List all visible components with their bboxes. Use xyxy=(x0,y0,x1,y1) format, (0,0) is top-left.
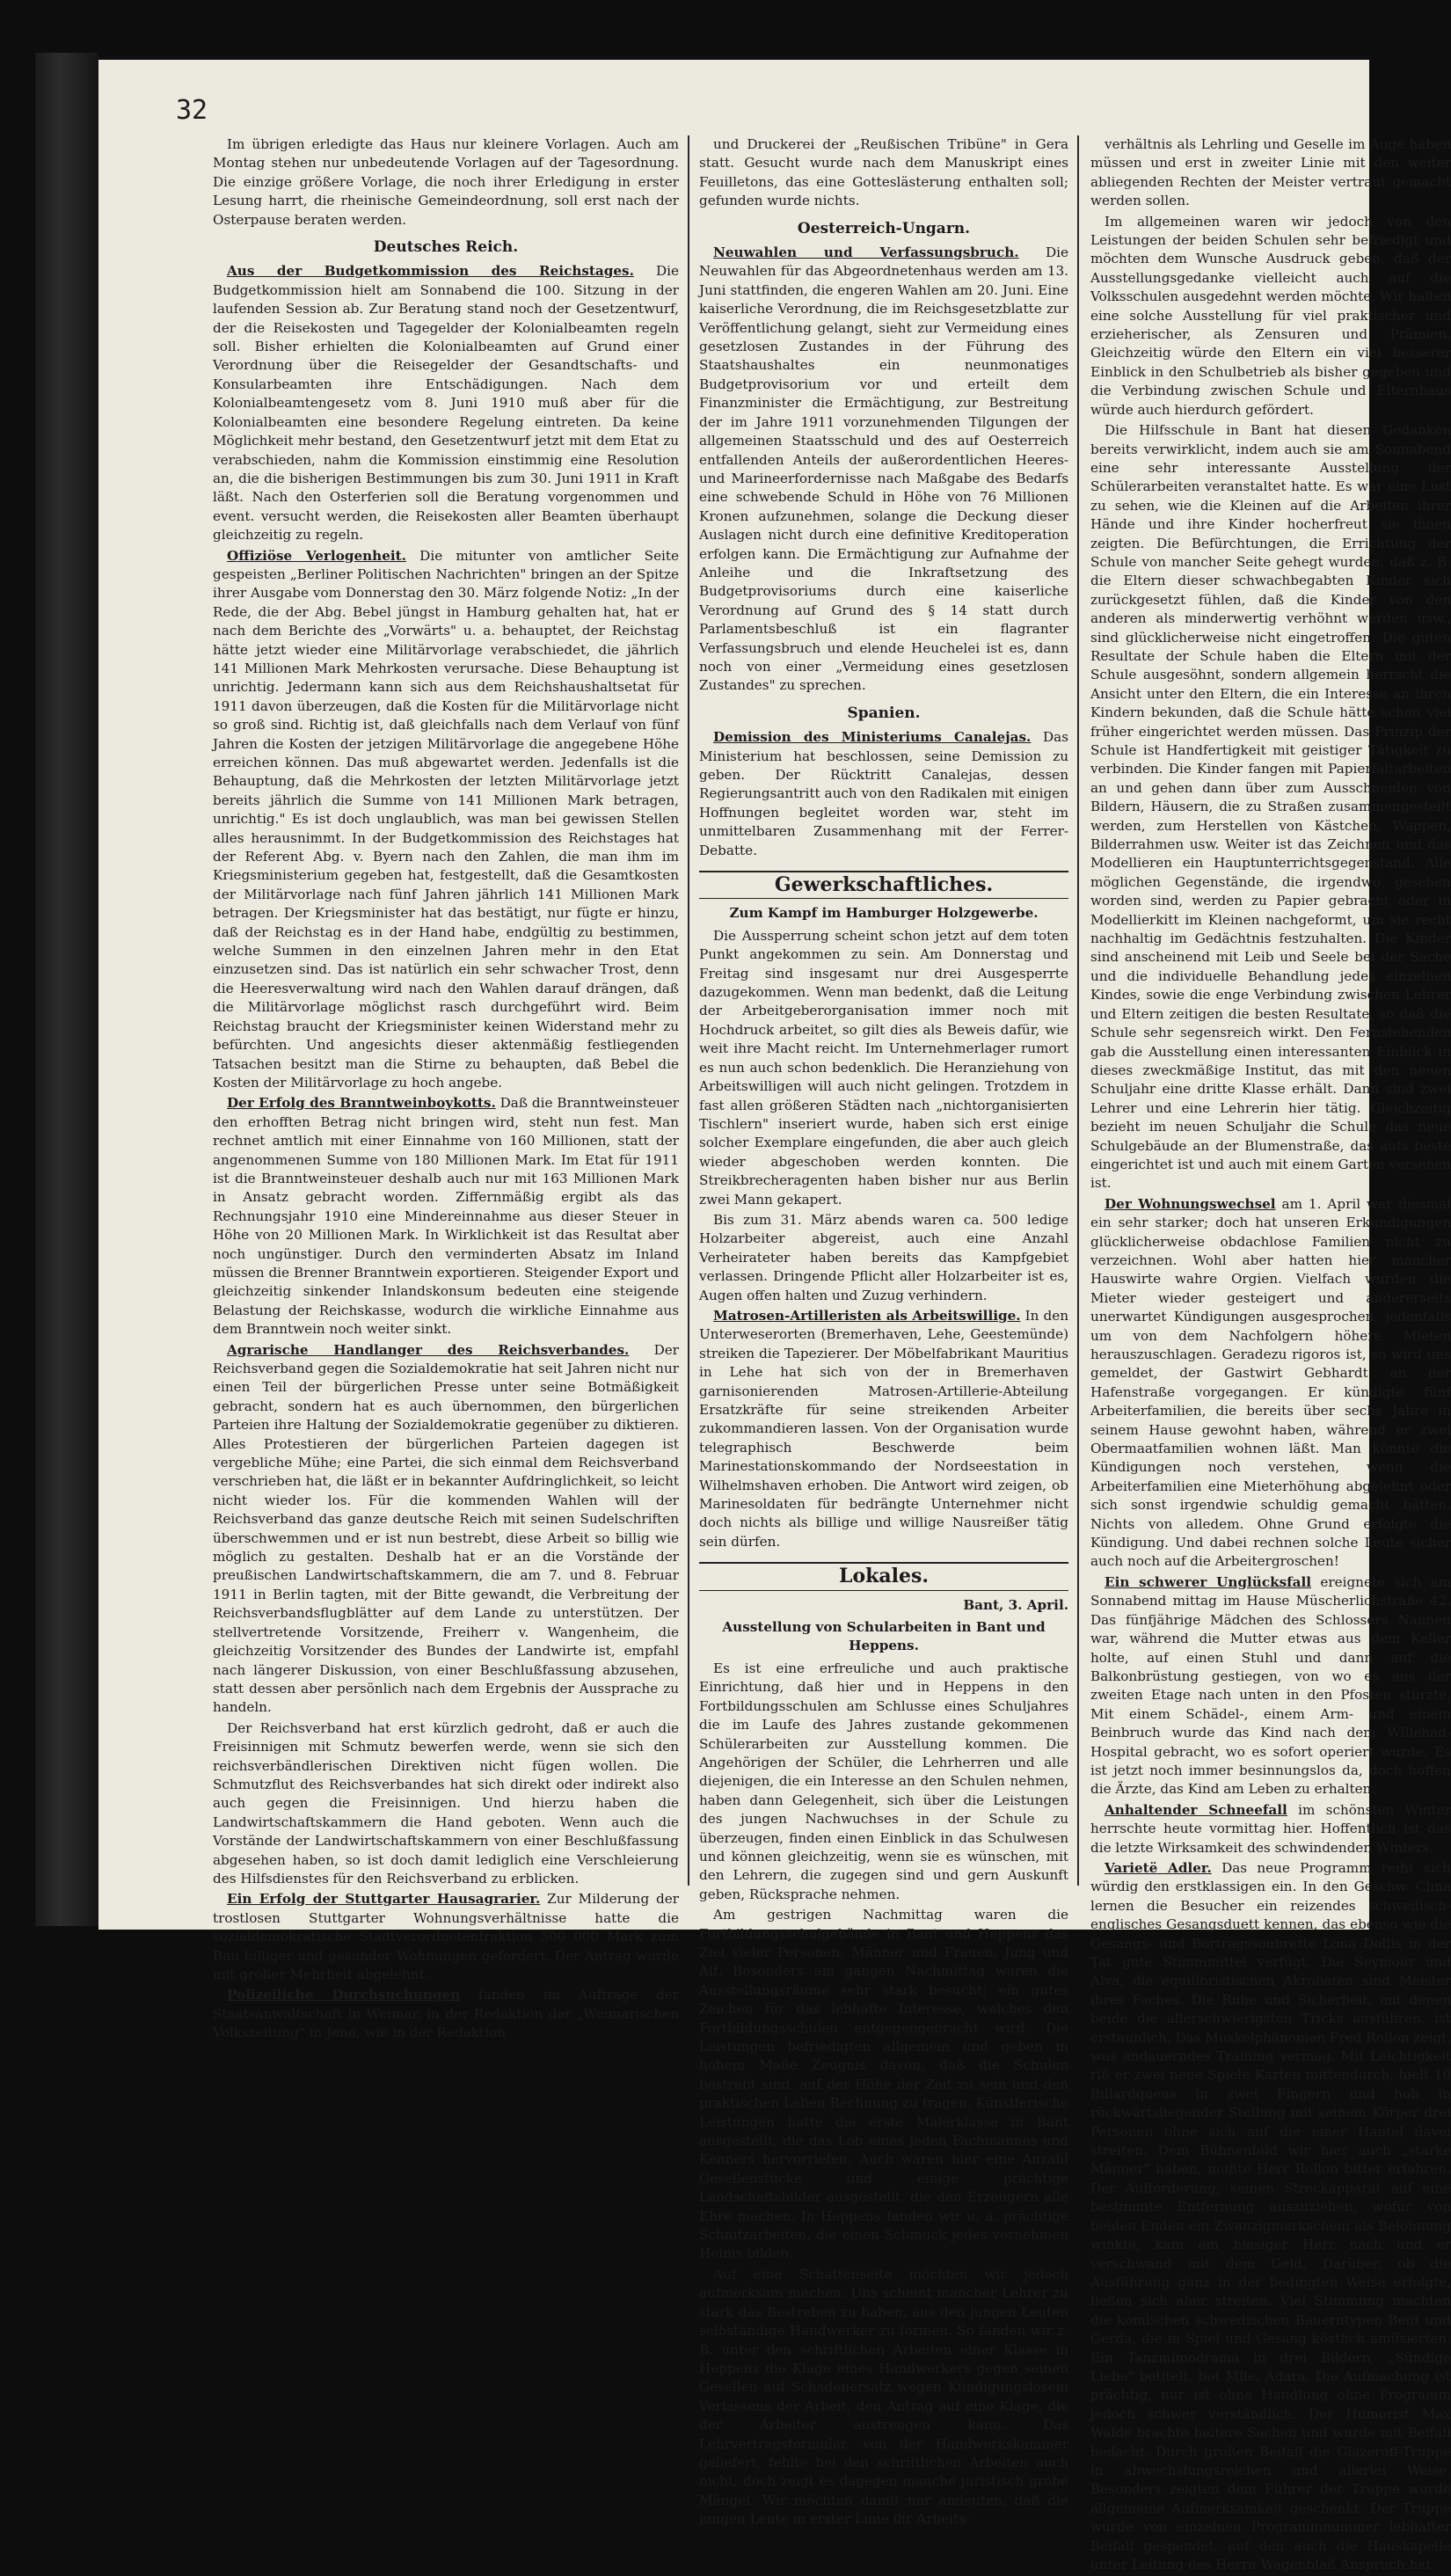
article-agrarische xyxy=(213,1341,679,1718)
article-body: Daß die Branntweinsteuer den erhofften Betrag nicht bringen wird, steht nun fest. Man rechnet amtlich mit einer Einnahme von 160 Millionen, statt der angenommenen Summe von 180 Millionen Mark. Im Etat für 1911 ist die Branntweinsteuer deshalb auch nur mit 163 Millionen Mark in Ansatz gebracht worden. Ziffernmäßig ergibt als das Rechnungsjahr 1910 eine Mindereinnahme aus dieser Steuer in Höhe von 20 Millionen Mark. In Wirklichkeit ist das Resultat aber noch ungünstiger. Durch den verminderten Absatz im Inland müssen die Brenner Branntwein exportieren. Steigender Export und gleichzeitig sinkender Inlandskonsum bedeuten eine steigende Belastung der Reichskasse, wodurch die wirkliche Einnahme aus dem Branntwein noch weiter sinkt. xyxy=(213,1095,680,1338)
column-3 xyxy=(1090,135,1451,2576)
article-branntwein xyxy=(213,1094,679,1339)
page-number: 32 xyxy=(176,95,208,126)
book-spine xyxy=(35,53,98,1926)
subheading-hamburg: Zum Kampf im Hamburger Holzgewerbe. xyxy=(729,905,1039,922)
article-lead: Anhaltender Schneefall xyxy=(1105,1801,1287,1818)
column-1 xyxy=(213,135,679,2045)
article-budgetkommission xyxy=(213,262,679,544)
column-divider xyxy=(1077,135,1079,1886)
section-heading-lokales: Lokales. xyxy=(699,1562,1068,1590)
article-body: In den Unterweserorten (Bremerhaven, Lehe, Geestemünde) streiken die Tapezierer. Der Möbelfabrikant Mauritius in Lehe hat sich von der in Bremerhaven garnisonierenden Matrosen-Artillerie-Abteilung Ersatzkräfte für seine streikenden Arbeiter zukommandieren lassen. Von der Organisation wurde telegraphisch Beschwerde beim Marinestationskommando der Nordseestation in Wilhelmshaven erhoben. Die Antwort wird zeigen, ob Marinesoldaten für bedrängte Unternehmer nicht doch nichts als billige und willige Nausreißer tätig sein dürfen. xyxy=(699,1307,1068,1550)
article-ungluecksfall xyxy=(1090,1573,1451,1799)
article-stuttgart xyxy=(213,1890,679,1984)
intro-paragraph: und Druckerei der „Reußischen Tribüne" in Gera statt. Gesucht wurde nach dem Manuskript eines Feuilletons, das eine Gotteslästerung enthalten soll; gefunden wurde nichts. xyxy=(699,136,1068,209)
article-body: Das neue Programm reiht sich würdig den erstklassigen ein. In den Geschw. Clina lernen die Besucher ein reizendes schwedisch-englisches Gesangsduett kennen, das ebenso wie die Gesangs- und Bortragssoubrette Lona Dollis in der Tat gute Stimmmittel verfügt. Die Seymour und Alva, die equilibristischen Akrobaten sind Meister ihres Faches. Die Ruhe und Sicherheit, mit denen beide die allerschwierigsten Tricks ausführen, ist erstaunlich. Das Muskelphänomen Fred Rollon zeigt, was andauerndes Training vermag. Mit Leichtigkeit riß er zwei neue Spiele Karten mittendurch, hielt 10 Billardqueus in zwei Fingern und hob in rückwärtsliegender Stellung mit seinem Körper drei Personen ohne sich auf die einer Hantel davei streiten. Dem Bühnenbild wir hier auch „starke Männer" haben, mußte Herr Rollon bitter erfahren. Der Aufforderung, seinen Streckapparat auf eine bestimmte Entfernung auszuziehen, wofür von beiden Enden ein Zwanzigmarkschein als Belohnung winkte, kam ein hiesiger Herr nach und er verschwand mit dem Geld. Darüber, ob die Ausführung ganz in der bedingten Weise erfolgte, ließen sich aber streiten. Viel Stimmung machten die komischen schwedischen Bauerntypen Bent und Gerda, die in Spiel und Gesang köstlich amüsierten. Ein Tanzmimodrama in drei Bildern, „Sündige Liebe" betitelt, bot Mlle. Adara. Die Aufmachung ist prächtig, nur ist ohne Handlung ohne Programm jedoch schwer verständlich. Der Humorist Max Walde brachte heitere Sachen und wurde mit Beifall bedacht. Durch großen Beifall die Glazeroff-Truppe in abwechslungsreichen und allerlei Weise. Besonders zeigten dem Führer der Truppe wurde allgemeine Aufmerksamkeit geschenkt. Der Truppe wurde von einzelnen Programmnummer lebhafter Beifall gespendet, auf den auch die Hauskapelle unter Leitung des Herrn Wagenblaß Anspruch hat. xyxy=(1090,1859,1451,2572)
article-aussperrung: Die Aussperrung scheint schon jetzt auf dem toten Punkt angekommen zu sein. Am Donnerstag und Freitag sind insgesamt nur drei Ausgesperrte dazugekommen. Wenn man bedenkt, daß die Leitung der Arbeitgeberorganisation immer noch mit Hochdruck arbeitet, so gilt dies als Beweis dafür, wie weit ihre Macht reicht. Im Unternehmerlager rumort es nun auch schon bedenklich. Die Heranziehung von Arbeitswilligen will auch nicht gelingen. Trotzdem in fast allen größeren Städten nach „nichtorganisierten Tischlern" inseriert wurde, haben sich erst einige solcher Exemplare eingefunden, die aber auch gleich wieder abgeschoben werden konnten. Die Streikbrecheragenten haben bisher nur aus Berlin zwei Mann gekapert. xyxy=(699,927,1068,1208)
article-continuation: verhältnis als Lehrling und Geselle im Auge haben müssen und erst in zweiter Linie mit den weiter abliegenden Rechten der Meister vertraut gemacht werden sollen. xyxy=(1090,136,1451,209)
section-heading-spanien: Spanien. xyxy=(847,704,921,722)
article-variete xyxy=(1090,1859,1451,2574)
column-2 xyxy=(699,135,1068,2531)
article-durchsuchungen xyxy=(213,1986,679,2042)
article-lead: Offiziöse Verlogenheit. xyxy=(227,547,406,564)
article-lead: Demission des Ministeriums Canalejas. xyxy=(713,729,1032,746)
article-lead: Matrosen-Artilleristen als Arbeitswillige. xyxy=(713,1307,1021,1324)
article-verlogenheit xyxy=(213,547,679,1093)
section-heading-gewerkschaftliches: Gewerkschaftliches. xyxy=(699,871,1068,899)
article-body: Die Neuwahlen für das Abgeordnetenhaus werden am 13. Juni stattfinden, die engeren Wahlen am 20. Juni. Eine kaiserliche Verordnung, die im Reichsgesetzblatte zur Veröffentlichung gelangt, sieht zur Vermeidung eines gesetzlosen Zustandes in der Führung des Staatshaushaltes ein neunmonatiges Budgetprovisorium vor und erteilt dem Finanzminister die Ermächtigung, zur Bestreitung der im Jahre 1911 vorzunehmenden Tilgungen der allgemeinen Staatsschuld und des auf Oesterreich entfallenden Anteils der außerordentlichen Heeres- und Marineerfordernisse nach Maßgabe des Bedarfs eine schwebende Schuld in Höhe von 76 Millionen Kronen aufzunehmen, solange die Deckung dieser Auslagen nicht durch eine definitive Kreditoperation erfolgen kann. Die Ermächtigung zur Aufnahme der Anleihe und die Inkraftsetzung des Budgetprovisoriums durch eine kaiserliche Verordnung auf Grund des § 14 statt durch Parlamentsbeschluß ist ein flagranter Verfassungsbruch und elende Heuchelei ist es, dann noch von einer „Vermeidung eines gesetzlosen Zustandes" zu sprechen. xyxy=(699,244,1068,694)
article-body: im schönsten Winter herrschte heute vormittag hier. Hoffentlich ist das die letzte Wirksamkeit des schwindenden Winters. xyxy=(1090,1801,1451,1856)
intro-paragraph: Im übrigen erledigte das Haus nur kleinere Vorlagen. Auch am Montag stehen nur unbedeutende Vorlagen auf der Tagesordnung. Die einzige größere Vorlage, die noch ihrer Erledigung in erster Lesung harrt, die rheinische Gemeindeordnung, soll erst nach der Osterpause beraten werden. xyxy=(213,136,679,228)
article-ausstellung-2: Am gestrigen Nachmittag waren die Fortbildungsschulgebäude in Bant und Heppens das Ziel vieler Personen, Männer und Frauen, Jung und Alt. Besonders am gangen Nachmittag waren die Ausstellungsräume sehr stark besucht; ein gutes Zeichen für das lebhafte Interesse, welches den Fortbildungsschulen entgegengebracht wird. Die Leistungen befriedigten allgemein und geben in hohem Maße Zeugnis davon, daß die Schulen bestrebt sind, auf der Höhe der Zeit zu sein und den praktischen Leben Rechnung zu tragen. Künstlerische Leistungen hatte die erste Malerklasse in Bant ausgestellt, die das Lob eines jeden Fachmannes und Kenners hervorriefen. Auch waren hier eine Anzahl Gesellenstücke und einige prächtige Landschaftsbilder ausgestellt, die den Erzeugern alle Ehre machen. In Heppens fanden wir u. a. prächtige Schnitzarbeiten, die einen Schmuck jedes vornehmen Heims bilden. xyxy=(699,1907,1068,2262)
dateline: Bant, 3. April. xyxy=(963,1596,1068,1613)
section-heading-oesterreich: Oesterreich-Ungarn. xyxy=(797,219,971,237)
newspaper-page xyxy=(98,56,1451,2572)
article-lead: Der Erfolg des Branntweinboykotts. xyxy=(227,1095,496,1112)
article-lead: Varietë Adler. xyxy=(1105,1859,1212,1876)
article-lead: Aus der Budgetkommission des Reichstages. xyxy=(227,263,634,280)
article-body: Das Ministerium hat beschlossen, seine Demission zu geben. Der Rücktritt Canalejas, dessen Regierungsantritt auch von den Radikalen mit einigen Hoffnungen begleitet worden war, steht im unmittelbaren Zusammenhang mit der Ferrer-Debatte. xyxy=(699,729,1068,858)
section-heading-deutsches-reich: Deutsches Reich. xyxy=(373,238,519,257)
top-border xyxy=(98,56,1369,60)
article-lead: Agrarische Handlanger des Reichsverbandes. xyxy=(227,1341,630,1358)
article-body: am 1. April war diesmal ein sehr starker; doch hat unseren Erkundigungen glücklicherweise obdachlose Familien nicht zu verzeichnen. Wohl aber hatten hier mancher Hauswirte wahre Orgien. Vielfach wurden die Mieter wieder gesteigert und andererseits unerwartet Kündigungen ausgesprochen, jedenfalls um von dem Nachfolgern höhere Mieten herauszuschlagen. Geradezu rigoros ist, so wird uns gemeldet, der Gastwirt Gebhardt an der Hafenstraße vorgegangen. Er kündigte fünf Arbeiterfamilien, die bereits über sechs Jahre in seinem Hause gewohnt haben, während er zwei Obermaatfamilien wohnen läßt. Man könnte die Kündigungen noch verstehen, wenn die Arbeiterfamilien eine Mieterhöhung abgelehnt oder sich sonst irgendwie schuldig gemacht hätten. Nichts von alledem. Ohne Grund erfolgte die Kündigung. Und dabei rechnen solche Leute sicher auch noch auf die Arbeitergroschen! xyxy=(1090,1195,1451,1570)
article-body: Die Budgetkommission hielt am Sonnabend die 100. Sitzung in der laufenden Session ab. Zur Beratung stand noch der Gesetzentwurf, der die Reisekosten und Tagegelder der Kolonialbeamten regeln soll. Bisher erhielten die Kolonialbeamten auf Grund einer Verordnung über die Reisegelder der Gesandtschafts- und Konsularbeamten ihre Entschädigungen. Nach dem Kolonialbeamtengesetz vom 8. Juni 1910 muß aber für die Kolonialbeamten eine besondere Regelung eintreten. Da keine Möglichkeit mehr bestand, den Gesetzentwurf jetzt mit dem Etat zu verabschieden, nahm die Kommission einstimmig eine Resolution an, die die bisherigen Bestimmungen bis zum 30. Juni 1911 in Kraft läßt. Nach den Osterferien soll die Beratung vorgenommen und event. versucht werden, die Reisekosten aller Beamten überhaupt gleichzeitig zu regeln. xyxy=(213,263,679,544)
column-divider xyxy=(688,135,689,1886)
article-lead: Ein schwerer Unglücksfall xyxy=(1105,1573,1312,1590)
article-lead: Neuwahlen und Verfassungsbruch. xyxy=(713,244,1019,261)
article-schneefall xyxy=(1090,1801,1451,1857)
article-body: Zur Milderung der trostlosen Stuttgarter Wohnungsverhältnisse hatte die sozialdemokratische Stadtverordnetenfraktion 500 000 Mark zum Bau billiger und gesunder Wohnungen gefordert. Der Antrag wurde mit großer Mehrheit abgelehnt. xyxy=(213,1891,680,1982)
article-ausstellung-3: Auf eine Schattenseite möchten wir jedoch aufmerksam machen. Uns scheint mancher Lehrer zu stark das Bestreben zu haben, aus den jungen Leuten selbständige Handwerker zu formen. So fanden wir z. B. unter den schriftlichen Arbeiten einer Klasse in Heppens die Klage eines Handwerkers gegen seinen Gesellen auf Schadenersatz wegen Kündigungslosem Verlassens der Arbeit, den Antrag auf eine Klage, die der Arbeiter anstrengen kann. Das Lehrvertragsformular, von der Handwerkskammer geliefert, fehlte bei den schriftlichen Arbeiten auch nicht; doch zeigt es dagegen manche juristisch grobe Mängel. Wir möchten damit nur andeuten, daß die jungen Leute in erster Linie ihr Arbeits- xyxy=(699,2266,1068,2528)
article-lead: Der Wohnungswechsel xyxy=(1105,1195,1276,1212)
article-holzarbeiter: Bis zum 31. März abends waren ca. 500 ledige Holzarbeiter abgereist, auch eine Anzahl Verheirateter haben bereits das Kampfgebiet verlassen. Dringende Pflicht aller Holzarbeiter ist es, Augen offen halten und Zuzug verhindern. xyxy=(699,1211,1068,1303)
subheading-ausstellung: Ausstellung von Schularbeiten in Bant und Heppens. xyxy=(722,1619,1046,1654)
article-body: ereignete sich am Sonnabend mittag im Hause Müscherlichstraße 42. Das fünfjährige Mädchen des Schlossers Nannen war, während die Mutter etwas aus dem Keller holte, auf einen Stuhl und dann auf die Balkonbrüstung gestiegen, von wo es aus der zweiten Etage nach unten in den Pfosten stürzte. Mit einem Schädel-, einem Arm- und einem Beinbruch wurde das Kind nach dem Willehad-Hospital gebracht, wo es sofort operiert wurde. Es ist jetzt noch immer besinnungslos da, doch hoffen die Ärzte, das Kind am Leben zu erhalten. xyxy=(1090,1573,1451,1798)
article-neuwahlen xyxy=(699,244,1068,696)
article-schulen: Im allgemeinen waren wir jedoch von den Leistungen der beiden Schulen sehr befriedigt und möchten dem Wunsche Ausdruck geben, daß der Ausstellungsgedanke vielleicht auch auf die Volksschulen ausgedehnt werden möchte. Wir halten eine solche Ausstellung für viel praktischer und erzieherischer, als Zensuren und Prämien. Gleichzeitig würde den Eltern ein viel besserer Einblick in den Schulbetrieb als bisher gegeben und die Verbindung zwischen Schule und Elternhaus würde auch hierdurch gefördert. xyxy=(1090,213,1451,418)
article-lead: Polizeiliche Durchsuchungen xyxy=(227,1987,461,2003)
article-body: Der Reichsverband gegen die Sozialdemokratie hat seit Jahren nicht nur einen Teil der bürgerlichen Presse unter seine Botmäßigkeit gebracht, sondern hat es auch übernommen, den bürgerlichen Parteien ihre Haltung der Sozialdemokratie gegenüber zu diktieren. Alles Protestieren der bürgerlichen Parteien dagegen ist vergebliche Mühe; eine Partei, die sich einmal dem Reichsverband verschrieben hat, die läßt er in bekannter Aufdringlichkeit, so leicht nicht wieder los. Für die kommenden Wahlen will der Reichsverband das ganze deutsche Reich mit seinen Sudelschriften überschwemmen und er ist nun bestrebt, diese Arbeit so billig wie möglich zu gestalten. Deshalb hat er an die Vorstände der preußischen Landwirtschaftskammern, die am 7. und 8. Februar 1911 in Berlin tagten, mit der Bitte gewandt, die Verbreitung der Reichsverbandsflugblätter auf dem Lande zu unterstützen. Der stellvertretende Vorsitzende, Freiherr v. Wangenheim, die gleichzeitig Vorsitzender des Bundes der Landwirte ist, empfahl nach längerer Diskussion, von einer Beschlußfassung abzusehen, statt dessen aber persönlich nach dem Ergebnis der Aussprache zu handeln. xyxy=(213,1341,679,1716)
article-wohnungswechsel xyxy=(1090,1195,1451,1572)
article-lead: Ein Erfolg der Stuttgarter Hausagrarier. xyxy=(227,1891,541,1908)
article-hilfsschule: Die Hilfsschule in Bant hat diesen Gedanken bereits verwirklicht, indem auch sie am Sonnabend eine sehr interessante Ausstellung der Schülerarbeiten veranstaltet hatte. Es war eine Lust zu sehen, wie die Kleinen auf die Arbeiten ihrer Hände und ihre Kinder hocherfreut sie ihnen zeigten. Die Befürchtungen, die Errichtung der Schule von mancher Seite gehegt wurden, daß z. B. die Eltern dieser schwachbegabten Kinder sich zurückgesetzt fühlen, daß die Kinder von den anderen als minderwertig verhöhnt werden usw., sind glücklicherweise nicht eingetroffen. Die guten Resultate der Schule haben die Eltern mit der Schule ausgesöhnt, sondern allgemein herrscht die Ansicht unter den Eltern, die ein Interesse an ihren Kindern bekunden, daß die Schule hätte schon viel früher eingerichtet werden müssen. Das Prinzip der Schule ist Handfertigkeit mit geistiger Tätigkeit zu verbinden. Die Kinder fangen mit Papierfaltarbeiten an und gehen dann über zum Ausschneiden von Bildern, Häusern, die zu Straßen zusammengestellt werden, zum Herstellen von Kästchen, Wappen, Bilderrahmen usw. Weiter ist das Zeichnen und das Modellieren ein Hauptunterrichtsgegenstand. Alle möglichen Gegenstände, die irgendwo gesehen worden sind, werden zu Papier gebracht oder in Modellierkitt im Kleinen nachgeformt, um sie recht nachhaltig im Gedächtnis festzuhalten. Die Kinder sind anscheinend mit Leib und Seele bei der Sache und die individuelle Behandlung jedes einzelnen Kindes, sowie die enge Verbindung zwischen Lehrer und Eltern zeitigen die besten Resultate, so daß die Schule sehr segensreich wirkt. Den Fernstehenden gab die Ausstellung einen interessanten Einblick in dieses zweckmäßige Institut, das mit den neuen Schuljahr eine dritte Klasse erhält. Dann sind zwei Lehrer und eine Lehrerin hier tätig. Gleichzeitig bezieht im neuen Schuljahr die Schule das neue Schulgebäude an der Blumenstraße, das aufs beste eingerichtet ist und auch mit einem Garten versehen ist. xyxy=(1090,422,1451,1192)
article-matrosen xyxy=(699,1307,1068,1551)
article-body: Die mitunter von amtlicher Seite gespeisten „Berliner Politischen Nachrichten" bringen an der Spitze ihrer Ausgabe vom Donnerstag den 30. März folgende Notiz: „In der Rede, die der Abg. Bebel jüngst in Hamburg gehalten hat, hat er nach dem Berichte des „Vorwärts" u. a. behauptet, der Reichstag hätte jetzt wieder eine Militärvorlage verabschiedet, die jährlich 141 Millionen Mark Mehrkosten verursache. Diese Behauptung ist unrichtig. Jedermann kann sich aus dem Reichshaushaltsetat für 1911 davon überzeugen, daß die Kosten für die Militärvorlage nicht so groß sind. Richtig ist, daß gleichfalls nach dem Verlauf von fünf Jahren die Kosten der jetzigen Militärvorlage die angegebene Höhe erreichen können. Das muß abgewartet werden. Jedenfalls ist die Behauptung, daß die Mehrkosten der letzten Militärvorlage jetzt bereits jährlich die Summe von 141 Millionen Mark betragen, unrichtig." Es ist doch unglaublich, was man bei gewissen Stellen alles herausnimmt. In der Budgetkommission des Reichstages hat der Referent Abg. v. Byern nach den Zahlen, die man ihm im Kriegsministerium gegeben hat, festgestellt, daß die Gesamtkosten der Militärvorlage nach fünf Jahren jährlich 141 Millionen Mark betragen. Der Kriegsminister hat das bestätigt, nur fügte er hinzu, daß der Reichstag es in der Hand habe, endgültig zu bestimmen, welche Summen in den einzelnen Jahren mehr in den Etat einzusetzen sind. Das ist natürlich ein sehr schwacher Trost, denn die Heeresverwaltung wird nach den Wahlen darauf drängen, daß die Militärvorlage möglichst rasch durchgeführt wird. Beim Reichstag braucht der Kriegsminister keinen Widerstand mehr zu befürchten. Und angesichts dieser aktenmäßig festliegenden Tatsachen besitzt man die Stirne zu behaupten, daß Bebel die Kosten der Militärvorlage zu hoch angebe. xyxy=(213,547,680,1091)
article-ausstellung-1: Es ist eine erfreuliche und auch praktische Einrichtung, daß hier und in Heppens in den Fortbildungsschulen am Schlusse eines Schuljahres die im Laufe des Jahres zustande gekommenen Schülerarbeiten zur Ausstellung kommen. Die Angehörigen der Schüler, die Lehrherren und alle diejenigen, die ein Interesse an den Schulen nehmen, haben dann Gelegenheit, sich über die Leistungen des jungen Nachwuchses in der Schule zu überzeugen, finden einen Einblick in das Schulwesen und können gleichzeitig, wenn sie es wünschen, mit den Lehrern, die zugegen sind und gern Auskunft geben, Rücksprache nehmen. xyxy=(699,1660,1068,1902)
article-body: fanden im Auftrage der Staatsanwaltschaft in Weimar, in der Redaktion der „Weimarischen Volkszeitung" in Jena, wie in der Redaktion xyxy=(213,1987,679,2041)
article-canalejas xyxy=(699,728,1068,860)
article-reichsverband: Der Reichsverband hat erst kürzlich gedroht, daß er auch die Freisinnigen mit Schmutz bewerfen werde, wenn sie sich den reichsverbändlerischen Direktiven nicht fügen wollen. Die Schmutzflut des Reichsverbandes hat sich direkt oder indirekt also auch gegen die Freisinnigen. Und hierzu haben die Landwirtschaftskammern die Hand geboten. Wenn auch die Vorstände der Landwirtschaftskammern von einer Beschlußfassung abgesehen haben, so ist doch damit lediglich eine Verschleierung des Hilfsdienstes für den Reichsverband zu erblicken. xyxy=(213,1719,679,1886)
